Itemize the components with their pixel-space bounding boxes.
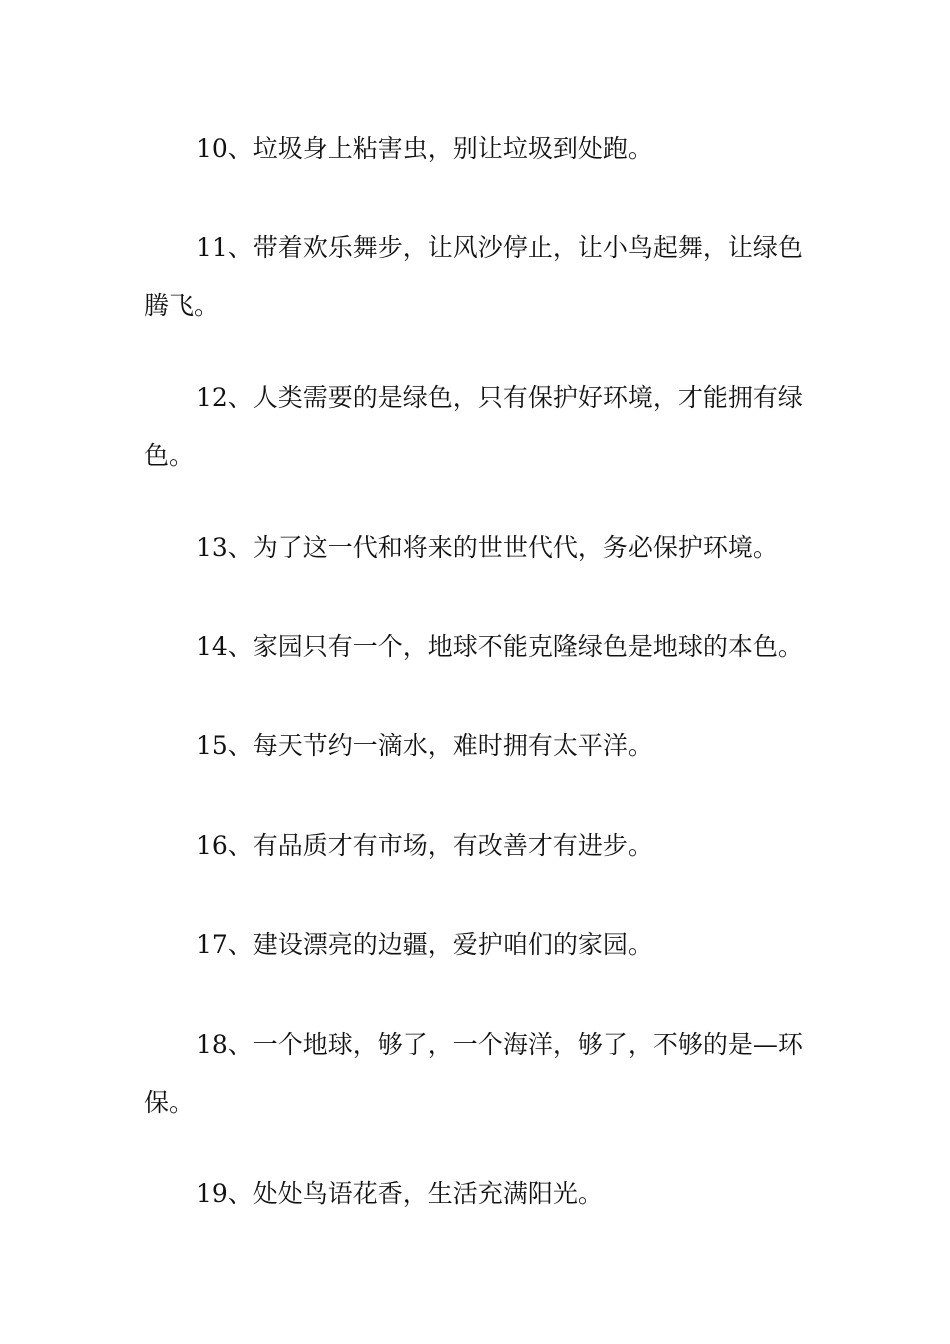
paragraph-11: 11、带着欢乐舞步，让风沙停止，让小鸟起舞，让绿色腾飞。 — [144, 233, 803, 320]
paragraph-16: 16、有品质才有市场，有改善才有进步。 — [196, 831, 653, 860]
paragraph-17: 17、建设漂亮的边疆，爱护咱们的家园。 — [196, 930, 653, 959]
paragraph-15: 15、每天节约一滴水，难时拥有太平洋。 — [196, 731, 653, 760]
paragraph-14: 14、家园只有一个，地球不能克隆绿色是地球的本色。 — [196, 632, 803, 661]
paragraph-18: 18、一个地球，够了，一个海洋，够了，不够的是—环保。 — [144, 1030, 803, 1117]
paragraph-13: 13、为了这一代和将来的世世代代，务必保护环境。 — [196, 533, 778, 562]
paragraph-12: 12、人类需要的是绿色，只有保护好环境，才能拥有绿色。 — [144, 383, 803, 470]
paragraph-10: 10、垃圾身上粘害虫，别让垃圾到处跑。 — [196, 134, 653, 163]
paragraph-19: 19、处处鸟语花香，生活充满阳光。 — [196, 1179, 603, 1208]
